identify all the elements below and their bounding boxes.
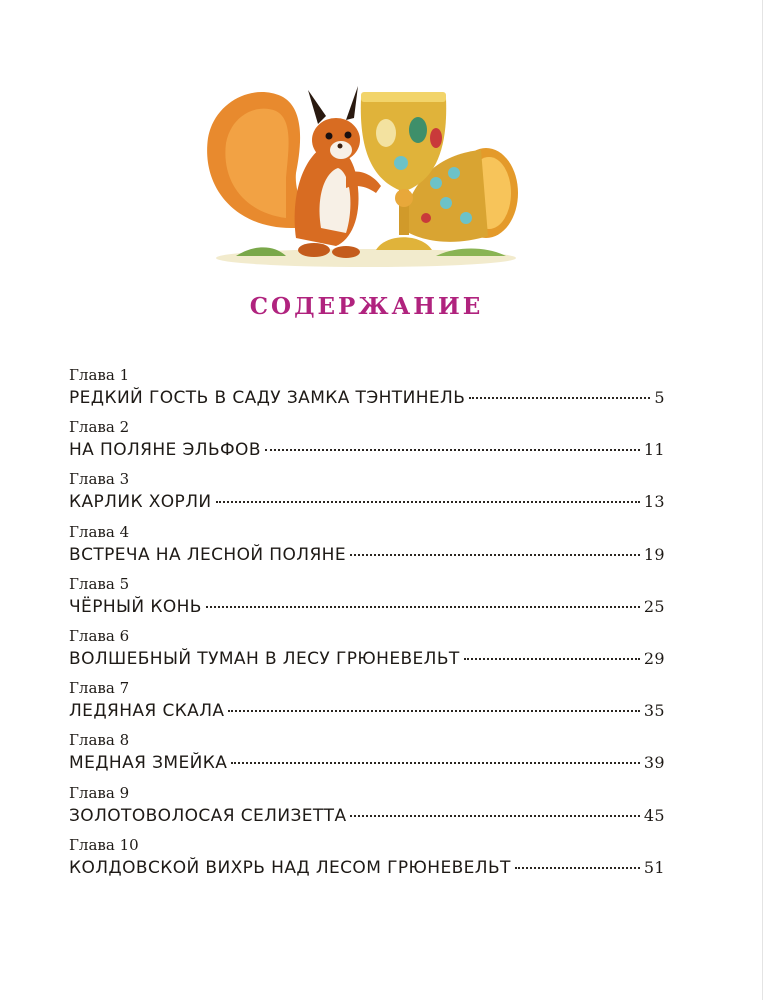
chapter-word: Глава (69, 679, 115, 698)
contents-title: СОДЕРЖАНИЕ (249, 293, 484, 320)
page-number: 35 (643, 701, 665, 721)
chapter-number: 1 (119, 366, 130, 384)
chapter-line (69, 647, 665, 671)
chapter-title: ВСТРЕЧА НА ЛЕСНОЙ ПОЛЯНЕ (69, 544, 346, 565)
chapter-number: 6 (119, 626, 130, 645)
chapter-title: ЧЁРНЫЙ КОНЬ (69, 596, 202, 617)
toc-entry[interactable] (69, 783, 665, 835)
toc-entry[interactable] (69, 469, 665, 521)
page-number: 51 (643, 857, 665, 877)
chapter-number: 9 (119, 783, 130, 802)
dot-leader (515, 867, 640, 869)
page-number: 5 (654, 388, 665, 407)
squirrel-goblets-illustration (196, 78, 526, 268)
chapter-label (69, 626, 665, 647)
dot-leader (228, 710, 639, 712)
chapter-word: Глава (69, 835, 115, 854)
page-number: 13 (643, 492, 665, 512)
chapter-word: Глава (69, 418, 115, 437)
chapter-number: 5 (119, 574, 130, 593)
chapter-title: МЕДНАЯ ЗМЕЙКА (69, 753, 228, 774)
dot-leader (216, 501, 640, 503)
chapter-word: Глава (69, 731, 115, 750)
chapter-word: Глава (69, 522, 115, 541)
toc-entry[interactable] (69, 365, 665, 417)
chapter-word: Глава (69, 783, 115, 802)
chapter-title: ЗОЛОТОВОЛОСАЯ СЕЛИЗЕТТА (69, 805, 347, 826)
dot-leader (206, 606, 640, 608)
page-number: 25 (643, 596, 665, 616)
chapter-word: Глава (69, 366, 115, 384)
chapter-line (69, 751, 665, 775)
chapter-label (69, 365, 665, 386)
squirrel-icon (196, 78, 526, 268)
page-number: 19 (643, 544, 665, 564)
chapter-label (69, 574, 665, 595)
chapter-number: 7 (119, 679, 130, 698)
chapter-title: НА ПОЛЯНЕ ЭЛЬФОВ (69, 440, 261, 461)
chapter-line (69, 595, 665, 619)
chapter-label (69, 730, 665, 751)
chapter-line (69, 438, 665, 462)
chapter-label (69, 835, 665, 856)
chapter-label (69, 678, 665, 699)
chapter-line (69, 386, 665, 410)
chapter-number: 3 (119, 470, 130, 489)
chapter-word: Глава (69, 626, 115, 645)
page-number: 45 (643, 805, 665, 825)
chapter-line (69, 856, 665, 880)
page-number: 11 (643, 440, 665, 460)
dot-leader (265, 449, 640, 451)
chapter-number: 2 (119, 418, 130, 437)
chapter-label (69, 417, 665, 438)
chapter-line (69, 490, 665, 514)
chapter-title: ВОЛШЕБНЫЙ ТУМАН В ЛЕСУ ГРЮНЕВЕЛЬТ (69, 648, 460, 669)
chapter-title: РЕДКИЙ ГОСТЬ В САДУ ЗАМКА ТЭНТИНЕЛЬ (69, 388, 466, 408)
toc-entry[interactable] (69, 730, 665, 782)
toc-entry[interactable] (69, 835, 665, 887)
dot-leader (231, 762, 640, 764)
toc-entry[interactable] (69, 678, 665, 730)
chapter-title: ЛЕДЯНАЯ СКАЛА (69, 701, 225, 722)
page-number: 29 (643, 648, 665, 668)
chapter-number: 10 (119, 835, 139, 854)
chapter-word: Глава (69, 470, 115, 489)
chapter-number: 4 (119, 522, 130, 541)
chapter-label (69, 783, 665, 804)
page-number: 39 (643, 753, 665, 773)
chapter-number: 8 (119, 731, 130, 750)
dot-leader (350, 554, 640, 556)
chapter-title: КАРЛИК ХОРЛИ (69, 492, 212, 513)
dot-leader (464, 658, 640, 660)
chapter-label (69, 469, 665, 490)
chapter-label (69, 522, 665, 543)
chapter-line (69, 699, 665, 723)
chapter-line (69, 804, 665, 828)
toc-entry[interactable] (69, 417, 665, 469)
chapter-line (69, 543, 665, 567)
dot-leader (469, 397, 650, 399)
chapter-title: КОЛДОВСКОЙ ВИХРЬ НАД ЛЕСОМ ГРЮНЕВЕЛЬТ (69, 857, 511, 878)
toc-entry[interactable] (69, 626, 665, 678)
table-of-contents (69, 365, 665, 887)
toc-entry[interactable] (69, 574, 665, 626)
chapter-word: Глава (69, 574, 115, 593)
toc-entry[interactable] (69, 522, 665, 574)
dot-leader (350, 815, 639, 817)
